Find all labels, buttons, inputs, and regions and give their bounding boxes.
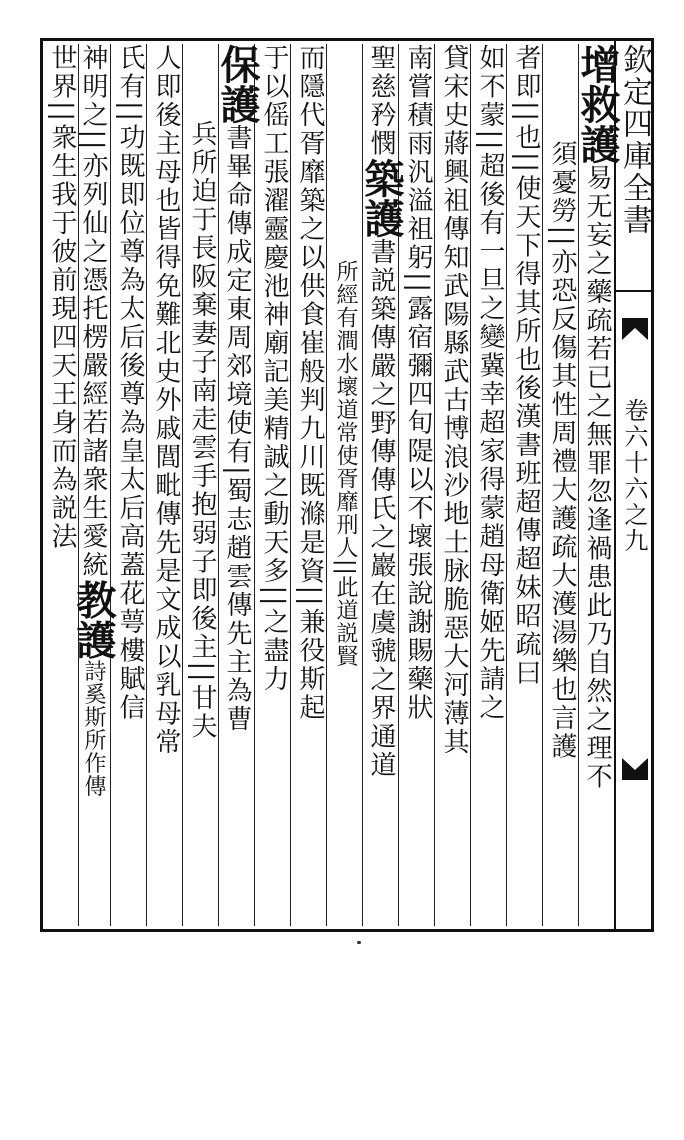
column-text: 而隱代胥靡築之以供食崔般判九川既滌是資||兼役斯起: [295, 44, 325, 723]
ink-speck: [357, 941, 361, 944]
text-column-14: [110, 44, 146, 924]
text-column-15: [70, 44, 117, 924]
column-text: 南嘗積雨汎溢祖躬||露宿彌四旬隄以不壞張說謝賜藥狀: [403, 44, 433, 723]
volume-label: 卷六十六之九: [620, 398, 648, 554]
fishtail-bottom-mark-icon: [622, 758, 648, 780]
text-column-11: [214, 44, 261, 924]
column-text: 貸宋史蔣興祖傳知武陽縣武古博浪沙地土脉脆惡大河薄其: [439, 44, 469, 757]
text-column-8: [326, 260, 362, 1140]
column-text: 書畢命傳成定東周郊境使有|蜀志趙雲傳先主為曹: [222, 124, 252, 734]
text-column-12: [182, 120, 218, 1000]
column-text: 易无妄之藥疏若已之無罪忽逢禍患此乃自然之理不: [582, 164, 612, 791]
column-text: 所經有澗水壞道常使胥靡刑人||此道説賢: [333, 260, 358, 668]
column-text: 人即後主母也皆得免難北史外戚閭毗傳先是文成以乳母常: [151, 44, 181, 757]
column-text: 世界||衆生我于彼前現四天王身而為説法: [47, 44, 77, 552]
column-text: 兵所迫于長阪棄妻子南走雲手抱弱子即後主||甘夫: [187, 120, 217, 742]
column-text: 書説築傳嚴之野傳傳氏之巖在虞虢之界通道: [366, 238, 396, 780]
column-text: 氏有||功既即位尊為太后後尊為皇太后高蓋花萼樓賦信: [115, 44, 145, 723]
column-text: 如不蒙||超後有一旦之變冀幸超家得蒙趙母衛姬先請之: [475, 44, 505, 723]
text-column-7: [358, 44, 405, 924]
text-column-4: [470, 44, 506, 924]
text-column-1: [574, 44, 621, 924]
book-title: 欽定四庫全書: [617, 44, 652, 236]
fishtail-mark-icon: [622, 318, 648, 340]
text-column-5: [434, 44, 470, 924]
header-divider: [614, 290, 654, 292]
text-column-10: [254, 44, 290, 924]
entry-heading: 築護: [358, 158, 405, 238]
column-text: 神明之||亦列仙之憑托楞嚴經若諸衆生愛統: [78, 44, 108, 580]
column-text: 于以傜工張濯靈慶池神廟記美精誠之動天多||之盡力: [259, 44, 289, 694]
text-column-16: [44, 44, 78, 924]
text-column-13: [146, 44, 182, 924]
column-text: 須憂勞||亦恐反傷其性周禮大護疏大濩湯樂也言護: [547, 140, 577, 762]
column-text: 者即||也||使天下得其所也後漢書班超傳超妹昭疏曰: [511, 44, 541, 688]
text-column-9: [290, 44, 326, 924]
text-column-3: [506, 44, 542, 924]
entry-heading: 教護: [70, 579, 117, 660]
text-column-2: [542, 140, 578, 1020]
column-text: 詩奚斯所作傳: [81, 659, 106, 798]
entry-heading: 增救護: [574, 44, 621, 164]
entry-heading: 保護: [214, 44, 261, 124]
column-text: 聖慈矜憫: [366, 44, 396, 158]
